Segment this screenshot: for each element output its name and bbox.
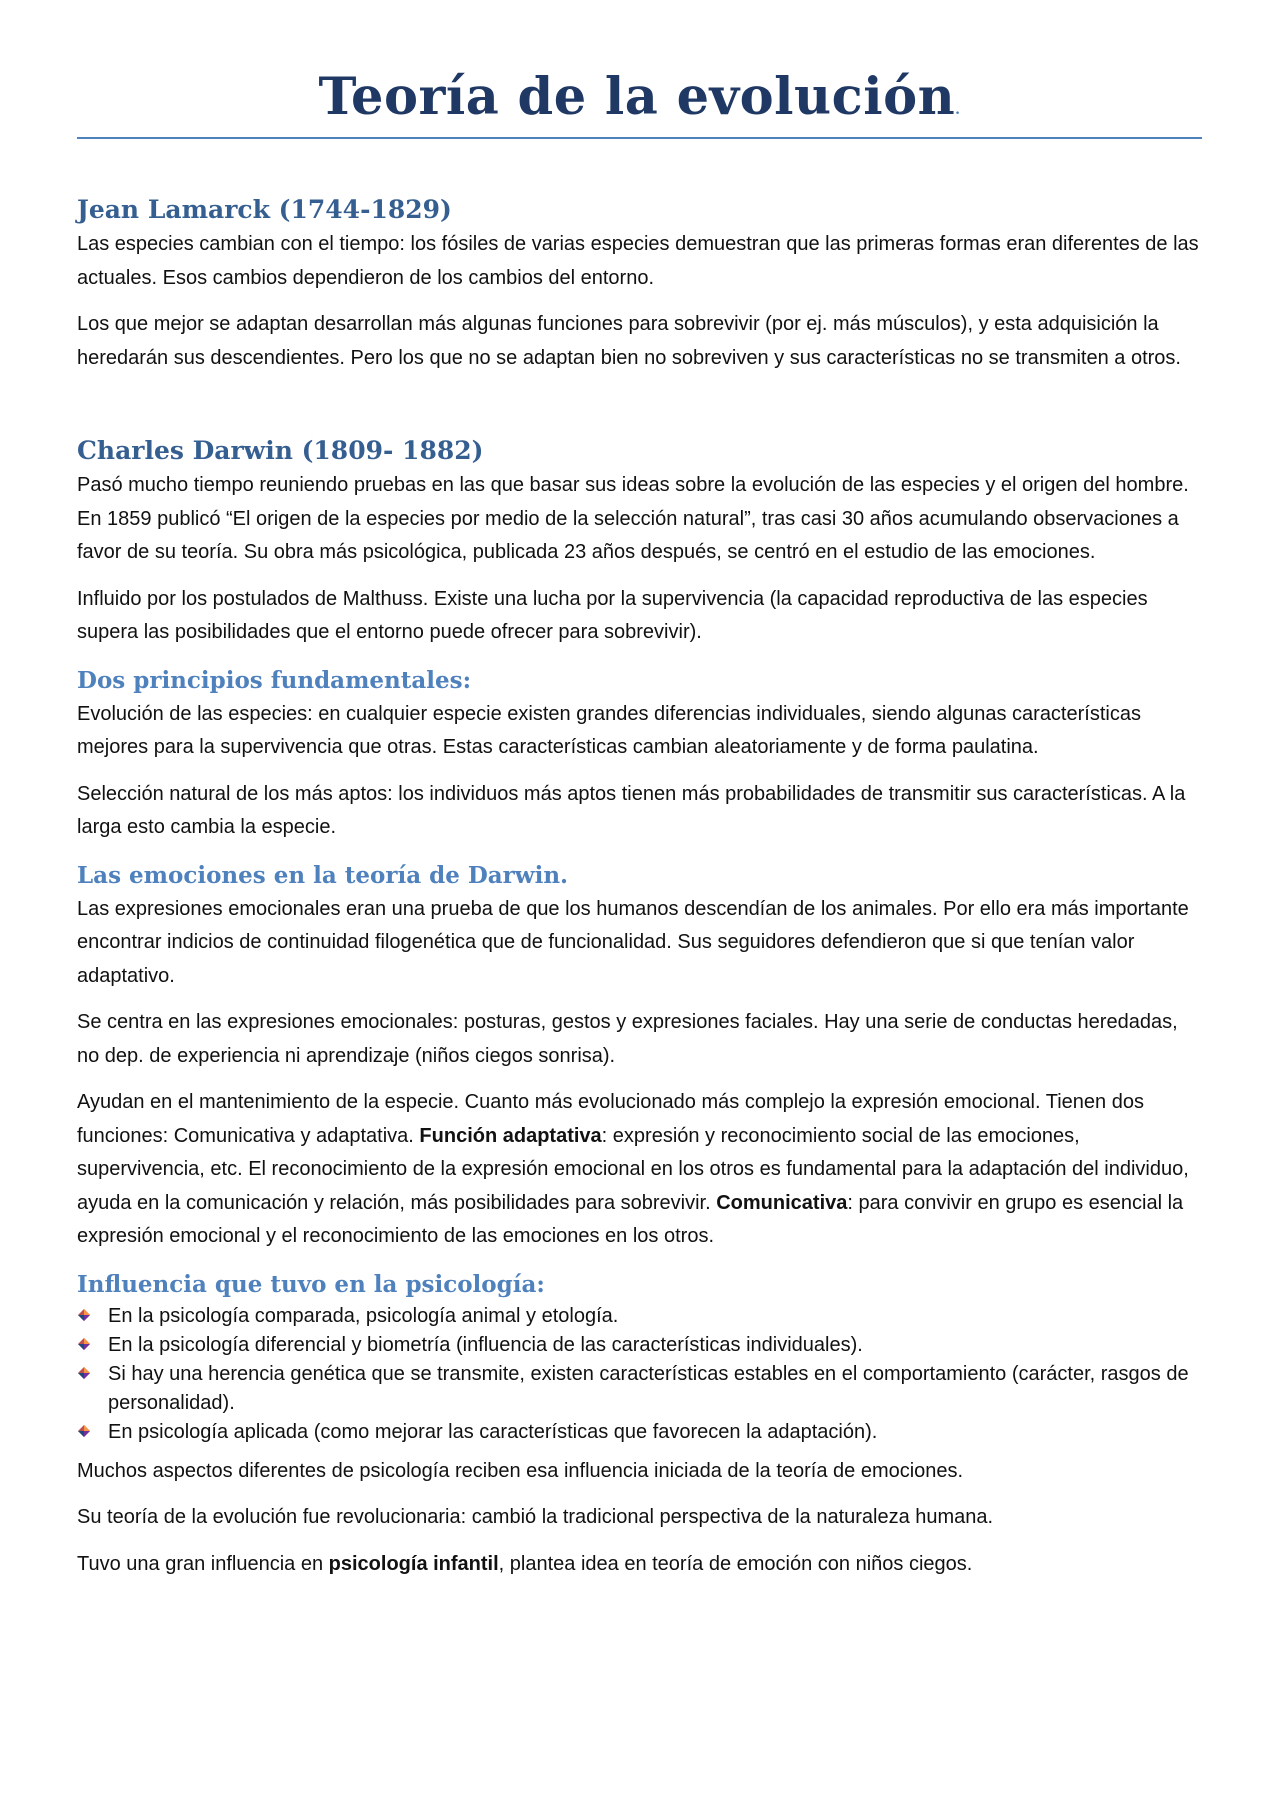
psicologia-infantil-term: psicología infantil xyxy=(328,1552,499,1575)
funcion-adaptativa-term: Función adaptativa xyxy=(419,1124,602,1147)
diamond-arrow-bullet-icon xyxy=(75,1308,93,1324)
section-darwin xyxy=(77,433,1202,650)
emociones-paragraph-2: Se centra en las expresiones emocionales: posturas, gestos y expresiones faciales. Hay una serie de conductas heredadas, no dep. de experiencia ni aprendizaje (niños ciegos sonrisa). xyxy=(77,1011,1178,1067)
influencia-paragraph-3 xyxy=(77,1548,1202,1582)
darwin-paragraph-1: Pasó mucho tiempo reuniendo pruebas en las que basar sus ideas sobre la evolución de las especies y el origen del hombre. En 1859 publicó “El origen de la especies por medio de la selección natural”, tras casi 30 años acumulando observaciones a favor de su teoría. Su obra más psicológica, publicada 23 años después, se centró en el estudio de las emociones. xyxy=(77,474,1189,563)
emociones-p3-text-b: : expresión y reconocimiento social de las emociones, supervivencia, etc. El reconocimiento de la expresión emocional en los otros es fundamental para la adaptación del individuo, ayuda en la comunicación y relación, más posibilidades para sobrevivir. xyxy=(77,1124,1189,1214)
list-item-text: En la psicología comparada, psicología animal y etología. xyxy=(108,1304,619,1327)
page-title xyxy=(77,60,1202,134)
title-text: Teoría de la evolución xyxy=(318,67,956,127)
heading-darwin: Charles Darwin (1809- 1882) xyxy=(77,436,484,465)
emociones-paragraph-3 xyxy=(77,1086,1202,1254)
section-influencia xyxy=(77,1268,1202,1582)
section-emociones xyxy=(77,859,1202,1254)
darwin-paragraph-2: Influido por los postulados de Malthuss. Existe una lucha por la supervivencia (la capacidad reproductiva de las especies supera las posibilidades que el entorno puede ofrecer para sobrevivir). xyxy=(77,587,1148,643)
diamond-arrow-bullet-icon xyxy=(75,1337,93,1353)
heading-lamarck: Jean Lamarck (1744-1829) xyxy=(77,195,452,224)
comunicativa-term: Comunicativa xyxy=(716,1191,848,1214)
title-suffix: . xyxy=(955,102,961,118)
heading-principios: Dos principios fundamentales: xyxy=(77,666,472,694)
list-item-text: Si hay una herencia genética que se transmite, existen características estables en el comportamiento (carácter, rasgos de personalidad). xyxy=(108,1362,1189,1414)
lamarck-paragraph-1: Las especies cambian con el tiempo: los fósiles de varias especies demuestran que las primeras formas eran diferentes de las actuales. Esos cambios dependieron de los cambios del entorno. xyxy=(77,233,1199,289)
influencia-bullet-list xyxy=(77,1302,1202,1447)
influencia-paragraph-1: Muchos aspectos diferentes de psicología reciben esa influencia iniciada de la teoría de emociones. xyxy=(77,1459,964,1482)
section-principios xyxy=(77,664,1202,845)
section-lamarck xyxy=(77,192,1202,375)
influencia-p3-text-b: , plantea idea en teoría de emoción con niños ciegos. xyxy=(498,1552,973,1575)
principios-paragraph-2: Selección natural de los más aptos: los individuos más aptos tienen más probabilidades de transmitir sus características. A la larga esto cambia la especie. xyxy=(77,782,1186,838)
diamond-arrow-bullet-icon xyxy=(75,1366,93,1382)
list-item-text: En psicología aplicada (como mejorar las características que favorecen la adaptación). xyxy=(108,1420,878,1443)
document-page xyxy=(77,60,1202,1581)
influencia-p3-text-a: Tuvo una gran influencia en xyxy=(77,1552,329,1575)
heading-emociones: Las emociones en la teoría de Darwin. xyxy=(77,861,569,889)
heading-influencia: Influencia que tuvo en la psicología: xyxy=(77,1270,545,1298)
list-item-text: En la psicología diferencial y biometría (influencia de las características individuales). xyxy=(108,1333,863,1356)
lamarck-paragraph-2: Los que mejor se adaptan desarrollan más algunas funciones para sobrevivir (por ej. más músculos), y esta adquisición la heredarán sus descendientes. Pero los que no se adaptan bien no sobreviven y sus características no se transmiten a otros. xyxy=(77,313,1181,369)
list-item xyxy=(77,1302,1202,1331)
principios-paragraph-1: Evolución de las especies: en cualquier especie existen grandes diferencias individuales, siendo algunas características mejores para la supervivencia que otras. Estas características cambian aleatoriamente y de forma paulatina. xyxy=(77,702,1141,758)
emociones-p3-text-c: : para convivir en grupo es esencial la expresión emocional y el reconocimiento de las emociones en los otros. xyxy=(77,1191,1184,1247)
emociones-p3-text-a: Ayudan en el mantenimiento de la especie. Cuanto más evolucionado más complejo la expresión emocional. Tienen dos funciones: Comunicativa y adaptativa. xyxy=(77,1091,1144,1147)
list-item xyxy=(77,1331,1202,1360)
influencia-paragraph-2: Su teoría de la evolución fue revolucionaria: cambió la tradicional perspectiva de la naturaleza humana. xyxy=(77,1506,994,1528)
list-item xyxy=(77,1360,1202,1418)
emociones-paragraph-1: Las expresiones emocionales eran una prueba de que los humanos descendían de los animales. Por ello era más importante encontrar indicios de continuidad filogenética que de funcionalidad. Sus seguidores defendieron que si que tenían valor adaptativo. xyxy=(77,897,1189,987)
list-item xyxy=(77,1418,1202,1447)
diamond-arrow-bullet-icon xyxy=(75,1424,93,1440)
